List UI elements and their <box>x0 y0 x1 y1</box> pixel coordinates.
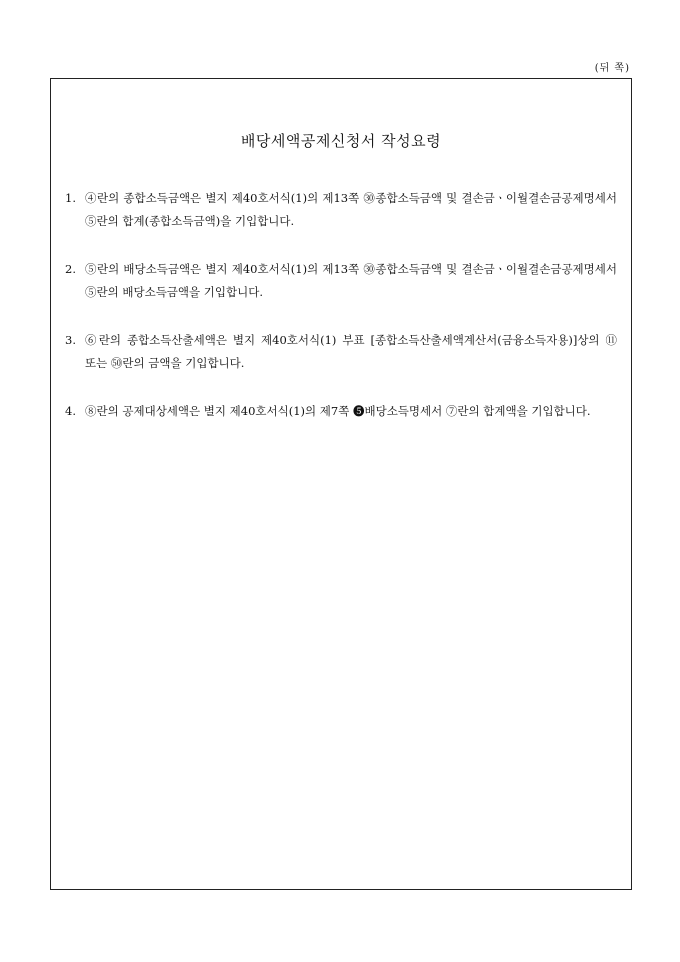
instruction-number: 1. <box>65 191 76 205</box>
instruction-text: ⑥란의 종합소득산출세액은 별지 제40호서식(1) 부표 [종합소득산출세액계산서(금융소득자용)]상의 ⑪ 또는 ㊿란의 금액을 기입합니다. <box>85 333 617 370</box>
page-side-label: (뒤 쪽) <box>594 63 630 74</box>
instruction-item-4 <box>65 400 617 423</box>
instruction-item-2 <box>65 258 617 304</box>
instruction-item-1 <box>65 187 617 233</box>
instruction-text: ⑧란의 공제대상세액은 별지 제40호서식(1)의 제7쪽 ❺배당소득명세서 ⑦란의 합계액을 기입합니다. <box>85 404 591 418</box>
instruction-list <box>65 187 617 448</box>
instruction-text: ⑤란의 배당소득금액은 별지 제40호서식(1)의 제13쪽 ㉚종합소득금액 및 결손금ㆍ이월결손금공제명세서 ⑤란의 배당소득금액을 기입합니다. <box>85 262 617 299</box>
instruction-number: 2. <box>65 262 76 276</box>
instruction-item-3 <box>65 329 617 375</box>
instruction-text: ④란의 종합소득금액은 별지 제40호서식(1)의 제13쪽 ㉚종합소득금액 및 결손금ㆍ이월결손금공제명세서 ⑤란의 합계(종합소득금액)을 기입합니다. <box>85 191 617 228</box>
document-frame <box>50 78 632 890</box>
instruction-number: 3. <box>65 333 76 347</box>
instruction-number: 4. <box>65 404 76 418</box>
document-title: 배당세액공제신청서 작성요령 <box>240 132 442 150</box>
